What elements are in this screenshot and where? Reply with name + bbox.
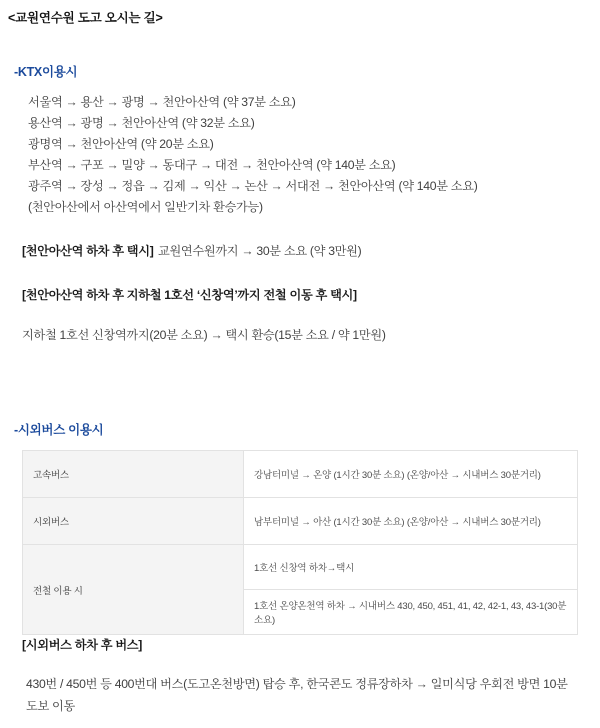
table-cell-value: 남부터미널 → 아산 (1시간 30분 소요) (온양/아산 → 시내버스 30분거리)	[244, 498, 578, 545]
page-title: <교원연수원 도고 오시는 길>	[8, 11, 163, 25]
ktx-route-line: 용산역 → 광명 → 천안아산역 (약 32분 소요)	[28, 116, 255, 130]
table-cell-label: 시외버스	[23, 498, 244, 545]
table-row	[23, 545, 578, 590]
subway-note-heading: [천안아산역 하차 후 지하철 1호선 ‘신창역’까지 전철 이동 후 택시]	[22, 288, 357, 302]
ktx-route-line: (천안아산에서 아산역에서 일반기차 환승가능)	[28, 200, 263, 214]
ktx-route-line: 광명역 → 천안아산역 (약 20분 소요)	[28, 137, 214, 151]
table-cell-label: 고속버스	[23, 451, 244, 498]
table-cell-value: 1호선 온양온천역 하차 → 시내버스 430, 450, 451, 41, 42, 42-1, 43, 43-1(30분소요)	[244, 590, 578, 635]
ktx-route-line: 서울역 → 용산 → 광명 → 천안아산역 (약 37분 소요)	[28, 95, 296, 109]
taxi-note-heading: [천안아산역 하차 후 택시]	[22, 244, 154, 258]
after-bus-detail: 430번 / 450번 등 400번대 버스(도고온천방면) 탑승 후, 한국콘도 정류장하차 → 일미식당 우회전 방면 10분 도보 이동	[26, 677, 568, 713]
subway-detail-row	[22, 326, 582, 344]
table-cell-value: 강남터미널 → 온양 (1시간 30분 소요) (온양/아산 → 시내버스 30분거리)	[244, 451, 578, 498]
subway-note-row	[22, 286, 582, 304]
table-row	[23, 498, 578, 545]
after-bus-section	[22, 636, 582, 717]
table-cell-label: 전철 이용 시	[23, 545, 244, 635]
ktx-route-list	[28, 92, 588, 218]
section-heading-ktx: -KTX이용시	[14, 65, 78, 79]
taxi-note-detail: 교원연수원까지 → 30분 소요 (약 3만원)	[157, 244, 362, 258]
bus-route-table	[22, 450, 578, 635]
ktx-transfer-notes	[22, 242, 582, 344]
subway-note-detail: 지하철 1호선 신창역까지(20분 소요) → 택시 환승(15분 소요 / 약 1만원)	[22, 328, 386, 342]
table-row	[23, 451, 578, 498]
table-cell-value: 1호선 신창역 하차→택시	[244, 545, 578, 590]
after-bus-heading: [시외버스 하차 후 버스]	[22, 638, 143, 652]
ktx-route-line: 광주역 → 장성 → 정읍 → 김제 → 익산 → 논산 → 서대전 → 천안아산역 (약 140분 소요)	[28, 179, 478, 193]
section-heading-bus: -시외버스 이용시	[14, 423, 104, 437]
taxi-note-row	[22, 242, 582, 260]
ktx-route-line: 부산역 → 구포 → 밀양 → 동대구 → 대전 → 천안아산역 (약 140분 소요)	[28, 158, 396, 172]
